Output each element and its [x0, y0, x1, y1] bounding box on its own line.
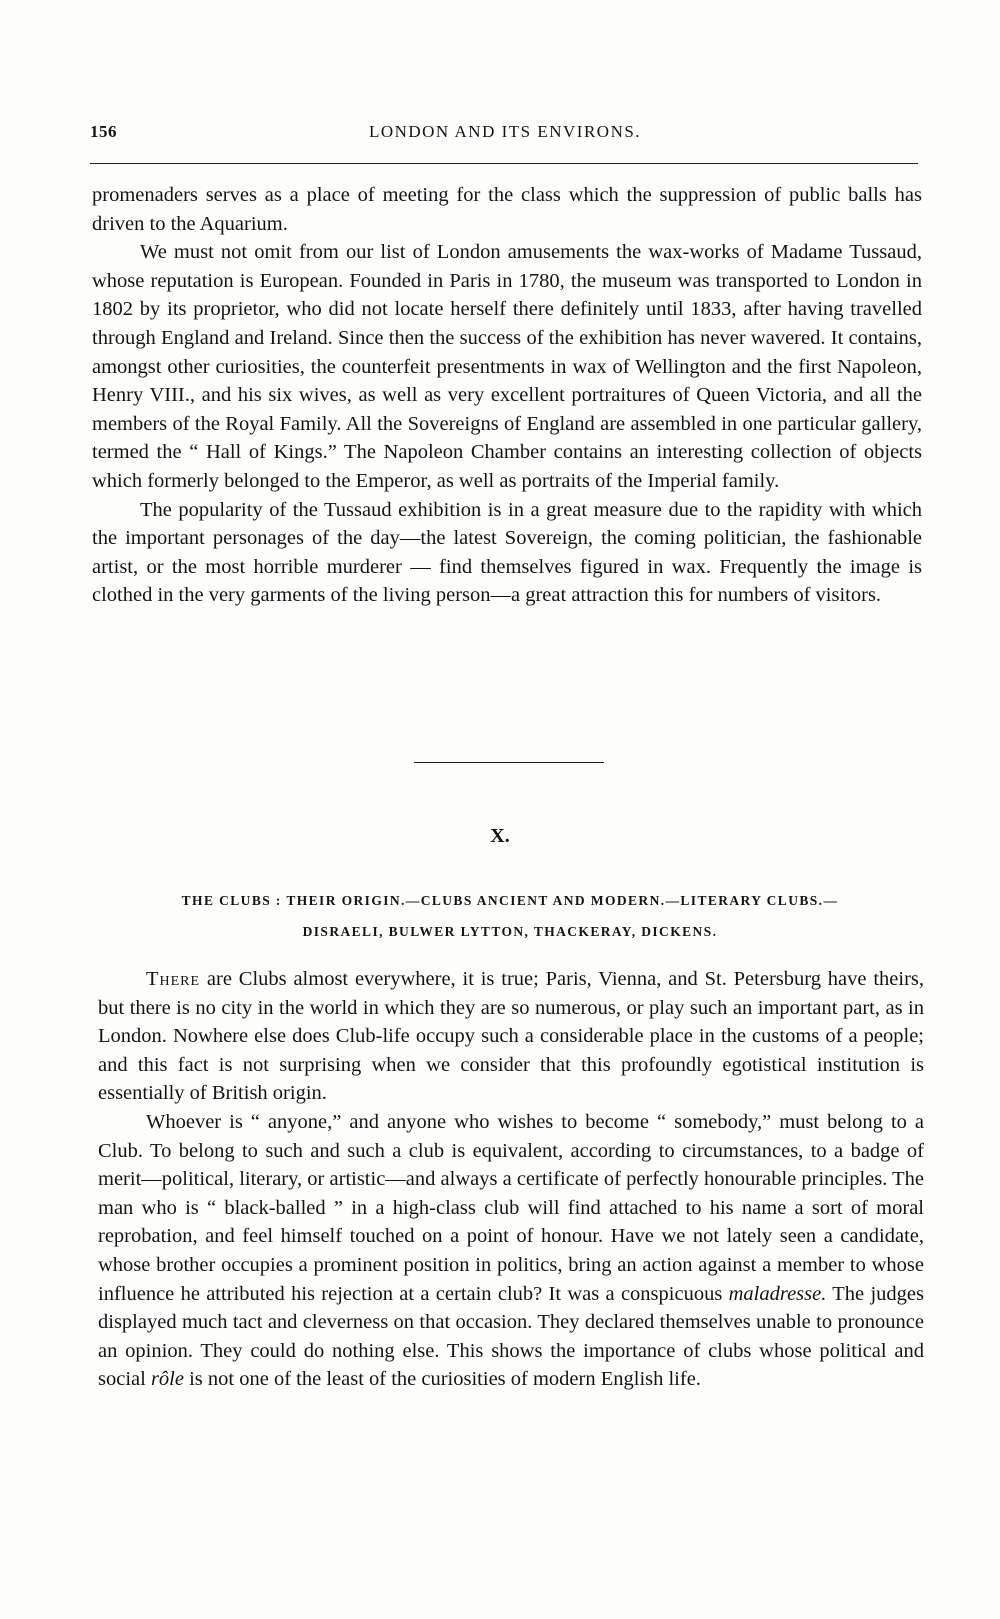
running-head — [90, 122, 920, 148]
chapter-number: X. — [490, 825, 510, 847]
paragraph-belong-text-a: Whoever is “ anyone,” and anyone who wishes to become “ somebody,” must belong to a Club. To belong to such and such a club is equivalent, according to circumstances, to a badge of merit—political, literary, or artistic—and always a certificate of perfectly honourable principles. The man who is “ black-balled ” in a high-class club will find attached to his name a sort of moral reprobation, and feel himself touched on a point of honour. Have we not lately seen a candidate, whose brother occupies a prominent position in politics, bring an action against a member to whose influence he attributed his rejection at a certain club? It was a conspicuous — [98, 1110, 924, 1305]
italic-maladresse: maladresse. — [728, 1282, 827, 1305]
chapter-summary — [110, 885, 910, 947]
paragraph-belong-text-c: is not one of the least of the curiosities of modern English life. — [183, 1368, 701, 1391]
chapter-summary-line-2: DISRAELI, BULWER LYTTON, THACKERAY, DICKENS. — [302, 924, 718, 939]
chapter-body — [98, 965, 924, 1394]
section-continuation — [92, 181, 922, 610]
italic-role: rôle — [150, 1368, 184, 1391]
running-title: LONDON AND ITS ENVIRONS. — [368, 122, 642, 141]
paragraph-belong-text-b: The judges displayed much tact and cleverness on that occasion. They declared themselves unable to pronounce an opinion. They could do nothing else. This shows the importance of clubs whose political and social — [98, 1282, 924, 1391]
paragraph-clubs-everywhere — [98, 965, 924, 1108]
paragraph-clubs-everywhere-text: are Clubs almost everywhere, it is true; Paris, Vienna, and St. Petersburg have theirs, but there is no city in the world in which they are so numerous, or play such an important part, as in London. Nowhere else does Club-life occupy such a considerable place in the customs of a people; and this fact is not surprising when we consider that this profoundly egotistical institution is essentially of British origin. — [98, 968, 924, 1105]
drop-lead-word: There — [146, 968, 201, 990]
paragraph-aquarium: promenaders serves as a place of meeting for the class which the suppression of public balls has driven to the Aquarium. — [92, 184, 922, 235]
page-number: 156 — [90, 122, 117, 141]
paragraph-tussaud: We must not omit from our list of London amusements the wax-works of Madame Tussaud, whose reputation is European. Founded in Paris in 1780, the museum was transported to London in 1802 by its proprietor, who did not locate herself there definitely until 1833, after having travelled through England and Ireland. Since then the success of the exhibition has never wavered. It contains, amongst other curiosities, the counterfeit presentments in wax of Wellington and the first Napoleon, Henry VIII., and his six wives, as well as very excellent portraitures of Queen Victoria, and all the members of the Royal Family. All the Sovereigns of England are assembled in one particular gallery, termed the “ Hall of Kings.” The Napoleon Chamber contains an interesting collection of objects which formerly belonged to the Emperor, as well as portraits of the Imperial family. — [92, 241, 922, 492]
chapter-summary-line-1: THE CLUBS : THEIR ORIGIN.—CLUBS ANCIENT AND MODERN.—LITERARY CLUBS.— — [181, 893, 839, 908]
header-rule — [90, 163, 918, 164]
paragraph-popularity: The popularity of the Tussaud exhibition is in a great measure due to the rapidity with which the important personages of the day—the latest Sovereign, the coming politician, the fashionable artist, or the most horrible murderer — find themselves figured in wax. Frequently the image is clothed in the very garments of the living person—a great attraction this for numbers of visitors. — [92, 498, 922, 607]
section-divider — [414, 762, 604, 763]
paragraph-belong-to-club — [98, 1108, 924, 1394]
